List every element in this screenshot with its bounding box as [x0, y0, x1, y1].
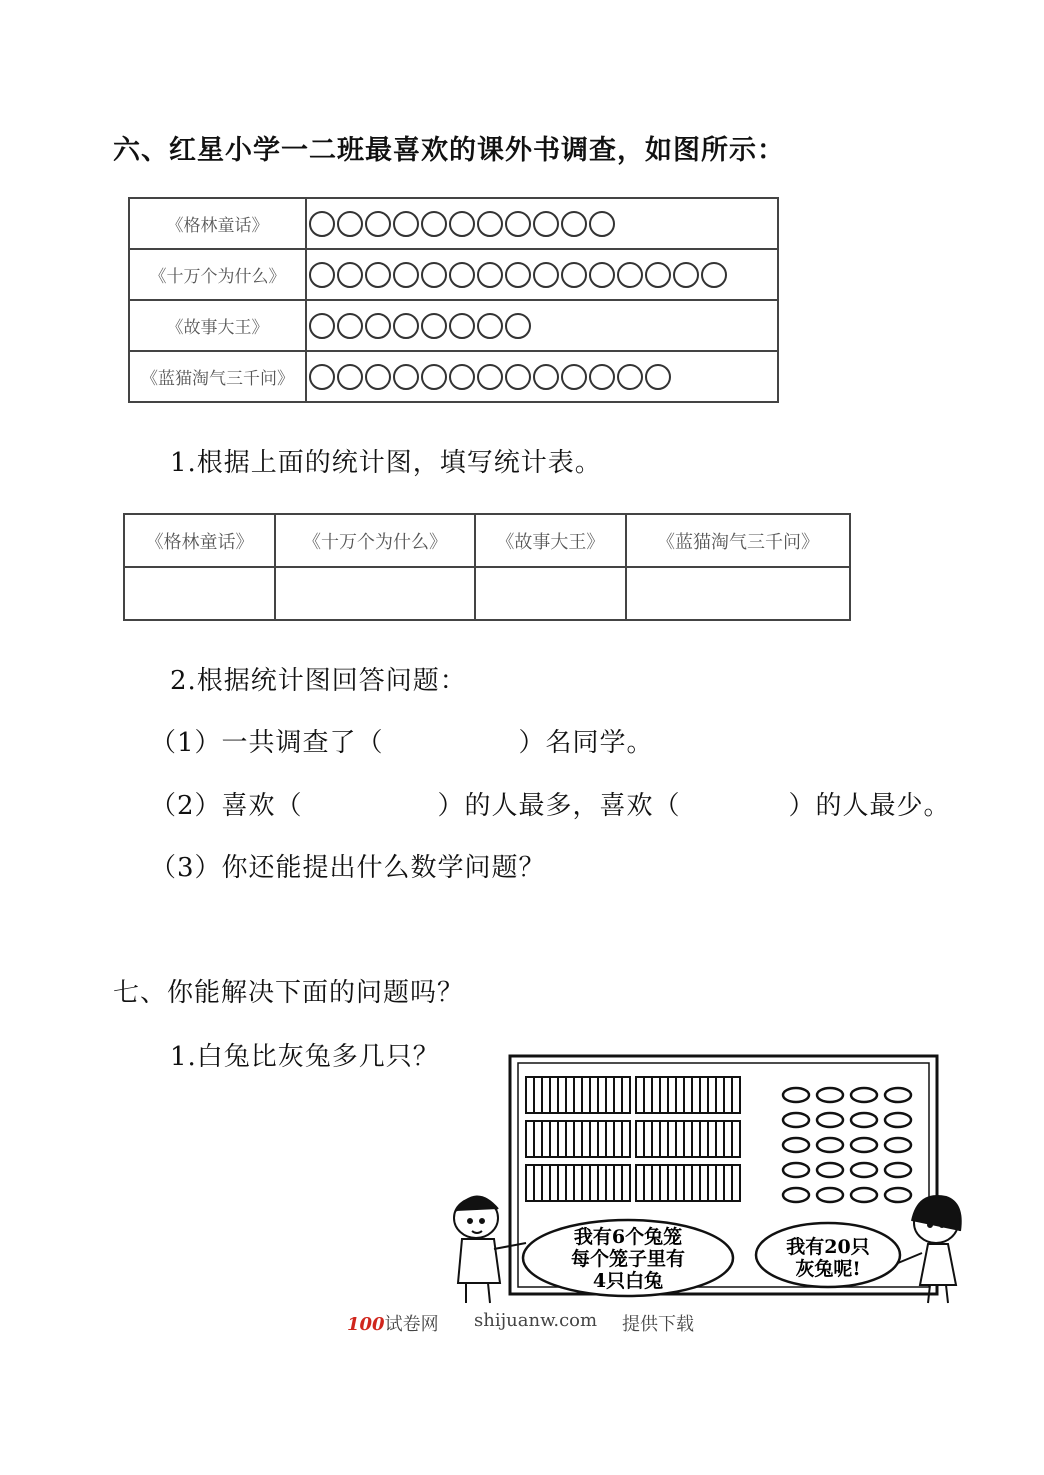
circle-icon: [561, 211, 587, 237]
circle-icon: [617, 364, 643, 390]
grey-rabbit-icon: [783, 1163, 809, 1177]
grey-rabbit-icon: [885, 1163, 911, 1177]
circle-icon: [449, 313, 475, 339]
circle-icon: [421, 262, 447, 288]
grey-rabbit-icon: [817, 1088, 843, 1102]
circle-icon: [365, 211, 391, 237]
pictograph-row: [129, 300, 778, 351]
left-bubble-line3: 4只白兔: [592, 1270, 664, 1292]
circle-icon: [337, 364, 363, 390]
circle-icon: [365, 364, 391, 390]
circle-icon: [337, 211, 363, 237]
circle-icon: [309, 262, 335, 288]
grey-rabbit-icon: [851, 1088, 877, 1102]
grey-rabbit-icon: [783, 1188, 809, 1202]
right-bubble-line1: 我有20只: [786, 1236, 870, 1258]
grey-rabbit-icon: [817, 1113, 843, 1127]
grey-rabbit-icon: [885, 1138, 911, 1152]
book-name: 《十万个为什么》: [129, 249, 306, 300]
grey-rabbit-icon: [851, 1138, 877, 1152]
grey-rabbit-icon: [851, 1113, 877, 1127]
footer-url: shijuanw.com: [474, 1310, 598, 1331]
section7-question1: 1.白兔比灰兔多几只？: [170, 1042, 440, 1072]
footer: [347, 1310, 439, 1336]
circle-icon: [533, 364, 559, 390]
table-header-cell: 《蓝猫淘气三千问》: [626, 514, 850, 567]
pictograph-row: [129, 351, 778, 402]
circle-icon: [561, 262, 587, 288]
circle-icon: [309, 364, 335, 390]
circle-icon: [589, 262, 615, 288]
circle-icon: [477, 313, 503, 339]
section7-title: 七、你能解决下面的问题吗？: [113, 978, 465, 1008]
circle-icon: [505, 262, 531, 288]
book-name: 《格林童话》: [129, 198, 306, 249]
circle-icon: [309, 313, 335, 339]
cage: [636, 1121, 740, 1157]
grey-rabbit-icon: [885, 1088, 911, 1102]
right-bubble-line2: 灰兔呢!: [795, 1258, 861, 1280]
grey-rabbit-icon: [783, 1113, 809, 1127]
book-name: 《故事大王》: [129, 300, 306, 351]
circle-icon: [309, 211, 335, 237]
circle-icon: [421, 313, 447, 339]
table-header-cell: 《故事大王》: [475, 514, 626, 567]
circle-icon: [337, 313, 363, 339]
pictograph-table: [128, 197, 779, 403]
grey-rabbit-icon: [817, 1163, 843, 1177]
circle-icon: [589, 211, 615, 237]
circle-icon: [477, 211, 503, 237]
circle-icon: [533, 211, 559, 237]
circle-icon: [337, 262, 363, 288]
book-name: 《蓝猫淘气三千问》: [129, 351, 306, 402]
circle-icon: [421, 364, 447, 390]
grey-rabbit-icon: [817, 1188, 843, 1202]
left-bubble-line2: 每个笼子里有: [570, 1248, 686, 1270]
circle-icon: [449, 211, 475, 237]
pictograph-row: [129, 249, 778, 300]
cage: [526, 1165, 630, 1201]
left-bubble-line1: 我有6个兔笼: [573, 1226, 683, 1248]
answer-blank-cell[interactable]: [275, 567, 475, 620]
circle-cell: [306, 198, 778, 249]
table-header-cell: 《格林童话》: [124, 514, 275, 567]
grey-rabbit-icon: [783, 1138, 809, 1152]
grey-rabbit-icon: [851, 1163, 877, 1177]
circle-icon: [393, 313, 419, 339]
circle-icon: [617, 262, 643, 288]
circle-icon: [505, 364, 531, 390]
footer-tail: 提供下载: [622, 1314, 694, 1335]
circle-icon: [505, 211, 531, 237]
grey-rabbit-icon: [817, 1138, 843, 1152]
circle-icon: [645, 262, 671, 288]
grey-rabbit-icon: [885, 1113, 911, 1127]
circle-icon: [449, 262, 475, 288]
question2-3: （3）你还能提出什么数学问题？: [150, 853, 546, 883]
table-header-cell: 《十万个为什么》: [275, 514, 475, 567]
circle-icon: [645, 364, 671, 390]
circle-icon: [701, 262, 727, 288]
circle-icon: [477, 364, 503, 390]
grey-rabbit-icon: [851, 1188, 877, 1202]
logo-text: 100: [347, 1314, 385, 1335]
pictograph-row: [129, 198, 778, 249]
question2-1: （1）一共调查了（ ）名同学。: [150, 728, 654, 758]
grey-rabbit-icon: [783, 1088, 809, 1102]
circle-icon: [477, 262, 503, 288]
grey-rabbit-icon: [885, 1188, 911, 1202]
cage: [636, 1077, 740, 1113]
section6-question2: 2.根据统计图回答问题：: [170, 666, 467, 696]
rabbit-illustration: [448, 1053, 978, 1305]
circle-icon: [365, 313, 391, 339]
circle-icon: [393, 211, 419, 237]
circle-icon: [449, 364, 475, 390]
circle-icon: [421, 211, 447, 237]
section6-question1: 1.根据上面的统计图，填写统计表。: [170, 448, 602, 478]
circle-cell: [306, 249, 778, 300]
answer-blank-cell[interactable]: [475, 567, 626, 620]
circle-icon: [673, 262, 699, 288]
question2-2: （2）喜欢（ ）的人最多，喜欢（ ）的人最少。: [150, 791, 951, 821]
cage: [526, 1121, 630, 1157]
site-name: 试卷网: [384, 1314, 439, 1335]
circle-icon: [393, 364, 419, 390]
circle-icon: [393, 262, 419, 288]
cage: [636, 1165, 740, 1201]
circle-cell: [306, 351, 778, 402]
circle-icon: [589, 364, 615, 390]
circle-icon: [561, 364, 587, 390]
answer-blank-cell[interactable]: [626, 567, 850, 620]
circle-icon: [505, 313, 531, 339]
circle-icon: [533, 262, 559, 288]
circle-cell: [306, 300, 778, 351]
section6-title: 六、红星小学一二班最喜欢的课外书调查，如图所示：: [113, 135, 785, 166]
answer-blank-cell[interactable]: [124, 567, 275, 620]
cage: [526, 1077, 630, 1113]
circle-icon: [365, 262, 391, 288]
tally-table: [123, 513, 851, 621]
